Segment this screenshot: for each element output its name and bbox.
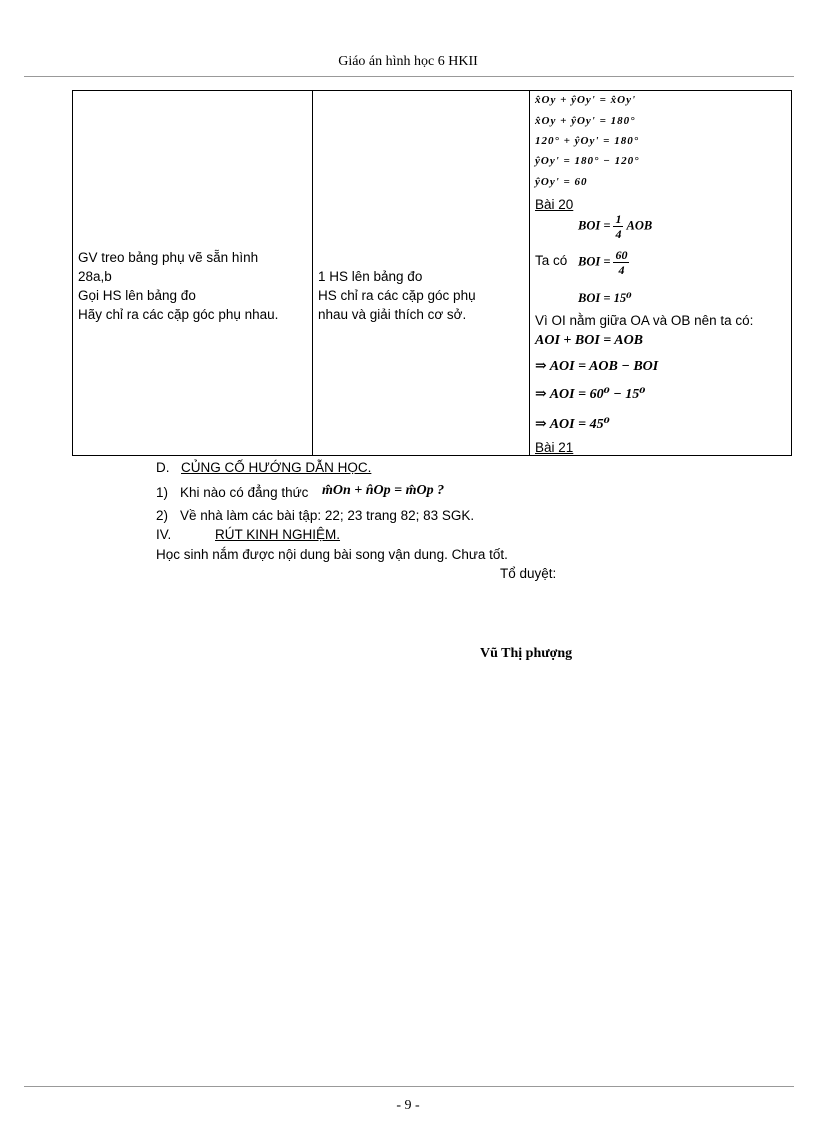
angle-equality-question: m̂On + n̂Op = m̂Op ? <box>322 483 445 498</box>
section-d-heading: CỦNG CỐ HƯỚNG DẪN HỌC. <box>181 460 372 475</box>
header-rule <box>24 76 794 77</box>
table-divider-2 <box>529 90 530 456</box>
angle-step: x̂Oy + ŷOy' = 180° <box>535 115 636 127</box>
boi-sixty-equation: BOI = $\frac{60}{4}$ <box>578 248 628 277</box>
footer-rule <box>24 1086 794 1087</box>
teacher-line: Hãy chỉ ra các cặp góc phụ nhau. <box>78 307 279 322</box>
angle-diff-equation: ⇒ AOI = AOB − BOI <box>535 359 659 374</box>
teacher-line: Gọi HS lên bảng đo <box>78 288 196 303</box>
item-2-text: Về nhà làm các bài tập: 22; 23 trang 82; 83 SGK. <box>180 508 475 523</box>
angle-step: 120° + ŷOy' = 180° <box>535 135 640 147</box>
angle-sum-equation: AOI + BOI = AOB <box>535 333 644 348</box>
boi-result-equation: BOI = 15⁰ <box>578 291 632 305</box>
item-2-number: 2) <box>156 508 169 523</box>
ta-co-label: Ta có <box>535 253 568 268</box>
section-iv-heading: RÚT KINH NGHIỆM. <box>215 527 341 542</box>
teacher-line: 28a,b <box>78 269 112 284</box>
angle-result-equation: ⇒ AOI = 45⁰ <box>535 417 610 432</box>
angle-step: ŷOy' = 60 <box>535 176 588 188</box>
angle-step: x̂Oy + ŷOy' = x̂Oy' <box>535 94 637 106</box>
angle-sub-equation: ⇒ AOI = 60⁰ − 15⁰ <box>535 387 646 402</box>
review-label: Tổ duyệt: <box>500 566 557 581</box>
student-line: 1 HS lên bảng đo <box>318 269 423 284</box>
between-rays-text: Vì OI nằm giữa OA và OB nên ta có: <box>535 313 754 328</box>
section-d-prefix: D. <box>156 460 170 475</box>
experience-text: Học sinh nắm được nội dung bài song vận dung. Chưa tốt. <box>156 547 508 562</box>
teacher-line: GV treo bảng phụ vẽ sẵn hình <box>78 250 259 265</box>
exercise-21-label: Bài 21 <box>535 440 574 455</box>
angle-step: ŷOy' = 180° − 120° <box>535 155 640 167</box>
teacher-activity-cell <box>78 248 306 324</box>
item-1-text: Khi nào có đẳng thức <box>180 485 309 500</box>
student-activity-cell <box>318 267 526 324</box>
page-header-title: Giáo án hình học 6 HKII <box>338 54 478 69</box>
signature-name: Vũ Thị phượng <box>480 646 573 661</box>
fraction: $\frac{60}{4}$ <box>615 248 628 277</box>
boi-quarter-equation: BOI = $\frac{1}{4}$ AOB <box>578 212 653 241</box>
exercise-20-label: Bài 20 <box>535 197 574 212</box>
item-1-number: 1) <box>156 485 169 500</box>
student-line: nhau và giải thích cơ sở. <box>318 307 467 322</box>
student-line: HS chỉ ra các cặp góc phụ <box>318 288 476 303</box>
section-iv-prefix: IV. <box>156 527 172 542</box>
fraction: $\frac{1}{4}$ <box>615 212 622 241</box>
page-number: - 9 - <box>396 1098 420 1113</box>
table-divider-1 <box>312 90 313 456</box>
